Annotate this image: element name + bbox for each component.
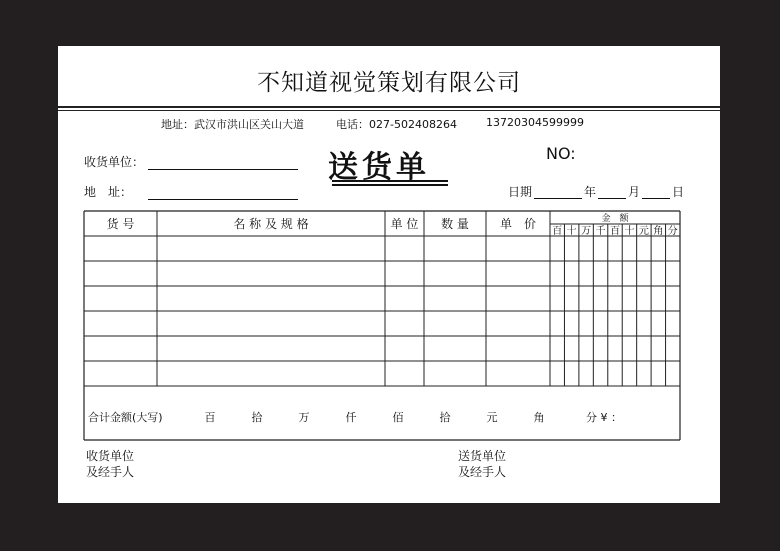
address-info: 地址：武汉市洪山区关山大道 [161,118,304,131]
amount-unit-label: 十 [624,226,635,237]
date-prefix: 日期 [508,185,533,199]
total-unit-label: 佰 [392,411,404,424]
phone-info: 电话：027-502408264 [336,118,457,131]
amount-unit-label: 万 [581,226,592,237]
table-header-cell: 数 量 [441,217,469,231]
amount-unit-label: 百 [610,226,620,237]
amount-unit-label: 百 [552,226,563,237]
table-header-cell: 单 价 [499,217,537,231]
amount-unit-label: 角 [653,226,664,237]
table-header-cell: 名 称 及 规 格 [233,217,309,231]
receiver-label: 收货单位： [84,155,145,169]
table-header-cell: 单 位 [390,217,419,231]
receiver-signature-line2: 及经手人 [86,465,135,479]
receiver-signature-line1: 收货单位 [86,449,135,463]
total-unit-label: 元 [486,411,498,424]
total-unit-label: 拾 [251,411,263,424]
total-unit-label: 仟 [345,411,357,424]
date-year: 年 [584,185,597,199]
amount-unit-label: 千 [595,226,606,237]
amount-header: 金 额 [601,214,629,224]
total-amount-label: 合计金额(大写) [88,411,163,424]
sender-signature [458,448,506,480]
amount-unit-label: 分 [667,226,678,237]
amount-unit-label: 元 [638,226,649,237]
receiver-signature [86,448,134,480]
total-unit-label: 百 [204,411,216,424]
date-month: 月 [628,185,641,199]
company-name: 不知道视觉策划有限公司 [257,70,521,96]
amount-unit-label: 十 [566,226,577,237]
doc-title: 送货单 [328,150,430,185]
delivery-note [58,46,720,503]
date-day: 日 [672,185,685,199]
sender-signature-line2: 及经手人 [458,465,507,479]
mobile-info: 13720304599999 [486,116,584,129]
table-header-cell: 货 号 [106,217,135,231]
goods-table [58,46,720,503]
total-unit-label: 拾 [439,411,451,424]
total-unit-label: 万 [298,411,310,424]
total-unit-label: 角 [533,411,545,424]
address-label: 地 址： [84,185,133,199]
number-label: NO: [546,144,576,163]
total-unit-label: 分 ¥ ： [586,411,622,424]
sender-signature-line1: 送货单位 [458,449,507,463]
